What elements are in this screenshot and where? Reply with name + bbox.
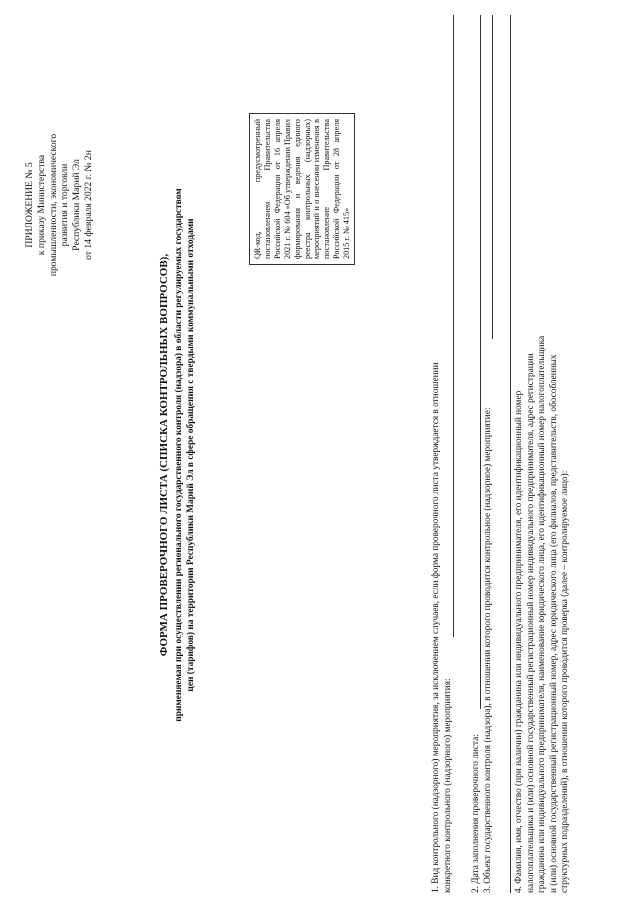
field-text: структурных подразделений), в отношении которого проводится проверка (далее – контролируемое лицо): <box>560 470 570 893</box>
fill-line <box>453 15 454 637</box>
field-text: налогоплательщика и (или) основной государственный регистрационный номер индивидуального предпринимателя, адрес регистрации <box>525 353 536 893</box>
appendix-header <box>24 80 95 330</box>
appendix-line: ПРИЛОЖЕНИЕ № 5 <box>24 162 35 248</box>
document-subtitle <box>174 145 198 765</box>
field-controlled-person <box>514 13 572 893</box>
separator-line <box>510 15 511 893</box>
appendix-line: Республики Марий Эл <box>71 159 83 251</box>
fill-line <box>480 15 481 709</box>
subtitle-line: цен (тарифов) на территории Республики Марий Эл в сфере обращения с твердыми коммунальными отходами <box>185 218 196 692</box>
field-text: 4. Фамилия, имя, отчество (при наличии) гражданина или индивидуального предпринимателя, его идентификационный номер <box>514 390 524 893</box>
field-control-object: 3. Объект государственного контроля (надзора), в отношении которого проводится контрольное (надзорное) мероприятие: <box>483 407 493 893</box>
field-text: 1. Вид контрольного (надзорного) мероприятия, за исключением случаев, если форма проверочного листа утверждается в отношении <box>431 362 441 893</box>
field-text: конкретного контрольного (надзорного) мероприятия: <box>442 678 453 893</box>
field-text: и (или) основной государственный регистрационный номер, адрес юридического лица (его филиалов, представительств, обособленных <box>548 354 559 893</box>
field-text: гражданина или индивидуального предпринимателя, наименование юридического лица, его идентификационный номер налогоплательщика <box>537 335 547 893</box>
field-fill-date: 2. Дата заполнения проверочного листа: <box>471 734 481 893</box>
appendix-line: развития и торговли <box>59 163 71 247</box>
field-control-type <box>431 13 454 893</box>
appendix-line: промышленности, экономического <box>47 133 59 277</box>
qr-code-box: QR-код, предусмотренный постановлением Правительства Российской Федерации от 16 апреля 2021 г. № 604 «Об утверждении Правил формирования и ведения единого реестра контрольных (надзорных) мероприятий и о внесении изменения в постановление Правительства Российской Федерации от 28 апреля 2015 г. № 415» <box>249 113 355 265</box>
appendix-line: от 14 февраля 2022 г. № 2н <box>82 150 94 260</box>
appendix-line: к приказу Министерства <box>35 154 47 256</box>
subtitle-line: применяемая при осуществлении регионального государственного контроля (надзора) в области регулируемых государством <box>174 188 184 722</box>
document-title: ФОРМА ПРОВЕРОЧНОГО ЛИСТА (СПИСКА КОНТРОЛЬНЫХ ВОПРОСОВ), <box>158 253 170 657</box>
fill-line <box>492 15 493 339</box>
